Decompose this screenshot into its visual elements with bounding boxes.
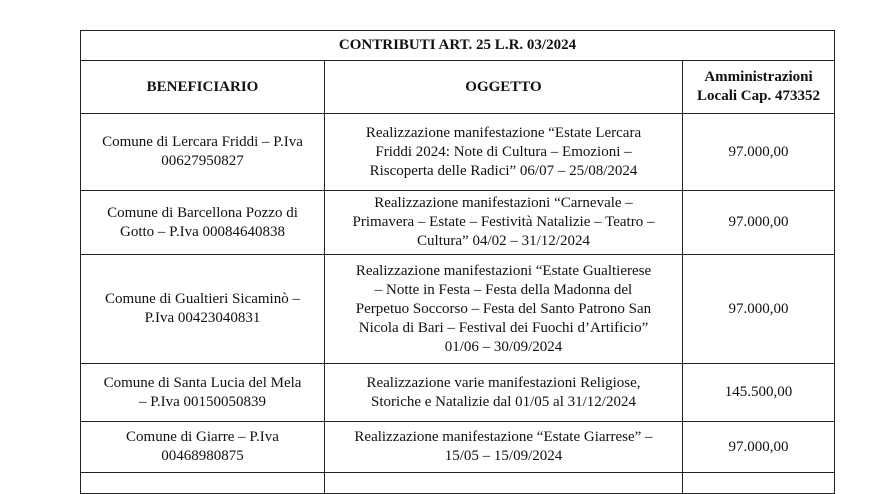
text-line: Comune di Santa Lucia del Mela: [103, 374, 302, 391]
cell-importo: 97.000,00: [683, 255, 835, 364]
cell-oggetto: [325, 191, 683, 255]
cell-empty: [683, 473, 835, 494]
text-line: – Notte in Festa – Festa della Madonna del: [374, 281, 633, 298]
cell-beneficiario: [81, 114, 325, 191]
text-line: Nicola di Bari – Festival dei Fuochi d’Artificio”: [358, 319, 649, 336]
text-line: Realizzazione manifestazioni “Carnevale –: [374, 195, 633, 211]
cell-importo: 97.000,00: [683, 422, 835, 473]
text-line: Gotto – P.Iva 00084640838: [120, 223, 285, 240]
text-line: Realizzazione manifestazione “Estate Lercara: [365, 124, 642, 141]
text-line: Comune di Giarre – P.Iva: [126, 429, 279, 445]
text-line: Storiche e Natalizie dal 01/05 al 31/12/2024: [371, 393, 636, 410]
table-row: [81, 422, 835, 473]
cell-beneficiario: [81, 191, 325, 255]
text-line: Cultura” 04/02 – 31/12/2024: [417, 233, 590, 249]
cell-importo: 145.500,00: [683, 364, 835, 422]
text-line: Friddi 2024: Note di Cultura – Emozioni –: [375, 143, 632, 160]
cell-beneficiario: [81, 364, 325, 422]
text-line: Realizzazione manifestazioni “Estate Gualtierese: [355, 262, 652, 279]
table-header-row: [81, 61, 835, 114]
header-amministrazioni-line: Amministrazioni: [704, 69, 813, 85]
document-page: [80, 30, 834, 494]
table-row: [81, 364, 835, 422]
table-row: [81, 255, 835, 364]
table-title-row: [81, 31, 835, 61]
text-line: Riscoperta delle Radici” 06/07 – 25/08/2024: [369, 162, 638, 179]
text-line: 00627950827: [161, 153, 244, 169]
contributions-table: [80, 30, 835, 494]
cell-importo: 97.000,00: [683, 191, 835, 255]
text-line: P.Iva 00423040831: [144, 310, 261, 326]
text-line: 00468980875: [161, 448, 244, 464]
text-line: Realizzazione manifestazione “Estate Giarrese” –: [354, 429, 653, 445]
table-row: [81, 114, 835, 191]
text-line: Realizzazione varie manifestazioni Religiose,: [366, 374, 641, 391]
cell-importo: 97.000,00: [683, 114, 835, 191]
text-line: Comune di Lercara Friddi – P.Iva: [102, 134, 303, 150]
cell-oggetto: [325, 422, 683, 473]
table-row: [81, 191, 835, 255]
header-amministrazioni-line: Locali Cap. 473352: [697, 88, 820, 104]
cell-empty: [81, 473, 325, 494]
cell-oggetto: [325, 364, 683, 422]
text-line: – P.Iva 00150050839: [138, 393, 267, 410]
cell-oggetto: [325, 114, 683, 191]
header-oggetto: OGGETTO: [325, 61, 683, 114]
table-title: CONTRIBUTI ART. 25 L.R. 03/2024: [81, 31, 835, 61]
text-line: 01/06 – 30/09/2024: [444, 338, 563, 355]
cell-beneficiario: [81, 255, 325, 364]
text-line: Primavera – Estate – Festività Natalizie – Teatro –: [352, 214, 655, 230]
text-line: Comune di Barcellona Pozzo di: [107, 204, 298, 221]
cell-empty: [325, 473, 683, 494]
header-beneficiario: BENEFICIARIO: [81, 61, 325, 114]
text-line: 15/05 – 15/09/2024: [444, 448, 563, 464]
text-line: Comune di Gualtieri Sicaminò –: [105, 291, 300, 307]
text-line: Perpetuo Soccorso – Festa del Santo Patrono San: [355, 300, 652, 317]
cell-beneficiario: [81, 422, 325, 473]
table-row-cutoff: [81, 473, 835, 494]
cell-oggetto: [325, 255, 683, 364]
header-amministrazioni: [683, 61, 835, 114]
